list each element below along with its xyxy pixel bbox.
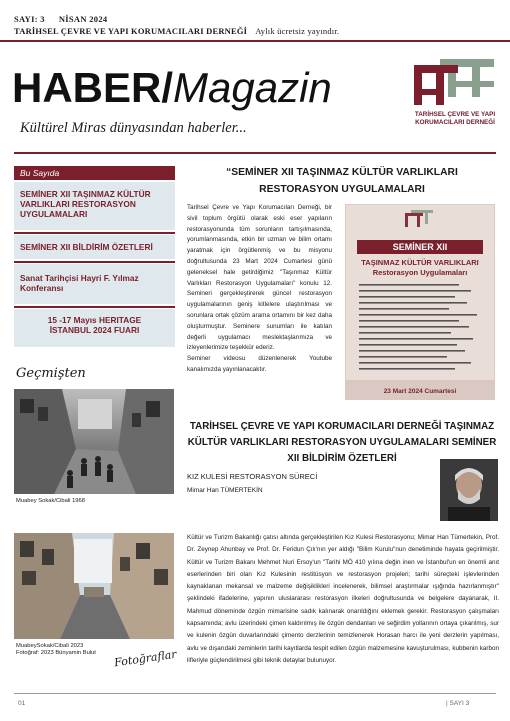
logo-text-line-1: TARİHSEL ÇEVRE VE YAPI [414,111,496,118]
talk-summary: Kültür ve Turizm Bakanlığı çatısı altında gerçekleştirilen Kız Kulesi Restorasyonu; Mimar Han Tümertekin, Prof. Dr. Zeynep Ahunbay ve Prof. Dr. Feridun Çılı'nın yer aldığı "Bilim Kurulu"nun denetiminde hayata geçirilmiştir. Kültür ve Turizm Bakanı Mehmet Nuri Ersoy'un "Tarihi MÖ 410 yılına değin inen ve İstanbul'un en önemli anıt eserlerinden biri olan Kız Kulesinin restitüsyon ve restorasyon projeleri; tarihi süreçteki işlevlerinden kaynaklanan mekansal ve malzeme değişiklikleri incelenerek, bilimsel araştırmalar ışığında hazırlanmıştır" şeklindeki ifadelerine, yapının uluslararası restorasyon ilkeleri doğrultusunda ve belgelere dayanarak, II. Mahmud döneminde özgün mimarisine sadık kalınarak onarıldığını eklemek gerekir. Restorasyon çalışmaları kapsamında; avlu üzerindeki çimen kaldırılmış ile özgün dendanları ve seğirdim yollarının ortaya çıkarılmış, sur ve kulenin özgün duvarlarındaki çimento derzlerinin temizlenerek Horasan harcı ile yeni derzlerin yapılması, avlu ve dışarıdaki zeminlerin tarihi kayıtlarda tespit edilen özgün malzemesine kavuşturulması, kubbenin karbon lifleriyle güçlendirilmesi gibi teknik detaylar bulunuyor. [187,534,499,664]
top-divider [0,40,510,42]
organization-name: TARİHSEL ÇEVRE VE YAPI KORUMACILARI DERNEĞİ [14,26,248,36]
article-title-line-2: RESTORASYON UYGULAMALARI [259,184,425,195]
abstracts-title: TARİHSEL ÇEVRE VE YAPI KORUMACILARI DERNEĞİ TAŞINMAZ KÜLTÜR VARLIKLARI RESTORASYON UYGULAMALARI SEMİNER XII BİLDİRİM ÖZETLERİ [187,421,497,464]
seminar-poster [345,204,495,400]
historic-street-photo [14,389,174,494]
article-title [186,164,498,198]
video-note: Seminer videosu düzenlenerek Youtube kanalımızda yayınlanacaktır. [187,355,332,373]
masthead-bold: HABER/ [12,64,174,111]
sidebar-item-fair: 15 -17 Mayıs HERITAGE İSTANBUL 2024 FUARI [14,309,175,347]
issue-date: NİSAN 2024 [58,14,108,24]
poster-title-1: TAŞINMAZ KÜLTÜR VARLIKLARI [361,258,479,267]
logo-text-line-2: KORUMACILARI DERNEĞİ [415,119,495,126]
current-street-photo [14,533,174,639]
sidebar-item-seminar: SEMİNER XII TAŞINMAZ KÜLTÜR VARLIKLARI RESTORASYON UYGULAMALARI [14,182,175,230]
sidebar-divider [14,232,175,234]
tagline: Kültürel Miras dünyasından haberler... [20,120,247,136]
article-title-line-1: “SEMİNER XII TAŞINMAZ KÜLTÜR VARLIKLARI [226,167,458,178]
photo-caption-2023-line-1: MuabeySokak/Cibali 2023 [16,643,84,649]
poster-banner: SEMİNER XII [392,242,448,252]
poster-footer: 23 Mart 2024 Cumartesi [383,388,457,395]
talk-title: KIZ KULESİ RESTORASYON SÜRECİ [187,472,318,481]
article-paragraph: Tarihsel Çevre ve Yapı Korumacıları Derneği, bir sivil toplum örgütü olarak eski eser yapıların restorasyonunda tüm sorunların tartışılmasında, yorumlanmasında, etkin bir uzman ve bilim ortamı yaratmak için örgütlenmiş ve bu misyonu doğrultusunda 23 Mart 2024 Cumartesi günü geleneksel hale getirdiğimiz "Taşınmaz Kültür Varlıkları Restorasyon Uygulamaları" konulu 12. Semineri gerçekleştirerek güncel restorasyon uygulamalarının geniş kitlelere ulaştırılması ve sorunlara ortak çözüm arama ortamını bir kez daha oluşturmuştur. Seminere sunumları ile katılan değerli uygulamacı meslektaşlarımıza ve izleyenlerimize teşekkür ederiz. [187,204,332,352]
free-note: Aylık ücretsiz yayındır. [255,26,340,36]
issue-info [14,14,121,24]
past-label: Geçmişten [16,366,86,381]
footer-divider [14,693,496,694]
page-number: 01 [18,700,26,707]
photo-caption-2023 [16,643,96,657]
poster-title-2: Restorasyon Uygulamaları [372,268,468,277]
sidebar-divider [14,306,175,308]
sidebar-item-abstracts: SEMİNER XII BİLDİRİM ÖZETLERİ [14,235,175,259]
talk-author: Mimar Han TÜMERTEKİN [187,487,263,494]
logo-text [408,111,502,127]
masthead-italic: Magazin [173,64,332,111]
photos-label: Fotoğraflar [113,647,178,670]
sidebar-divider [14,261,175,263]
header-divider [14,152,496,154]
issue-number: SAYI: 3 [14,14,45,24]
photo-caption-2023-line-2: Fotoğraf: 2023 Bünyamin Bulut [16,650,96,656]
in-this-issue-heading: Bu Sayıda [14,166,175,180]
photo-caption-1968: Muabey Sokak/Cibali 1968 [16,498,85,504]
association-logo [410,55,498,109]
sidebar-item-conference: Sanat Tarihçisi Hayri F. Yılmaz Konferansı [14,264,175,304]
footer-issue: | SAYI 3 [446,700,470,707]
article-body [187,203,332,376]
organization-line [14,26,339,36]
masthead [12,66,332,110]
author-portrait [440,459,498,521]
